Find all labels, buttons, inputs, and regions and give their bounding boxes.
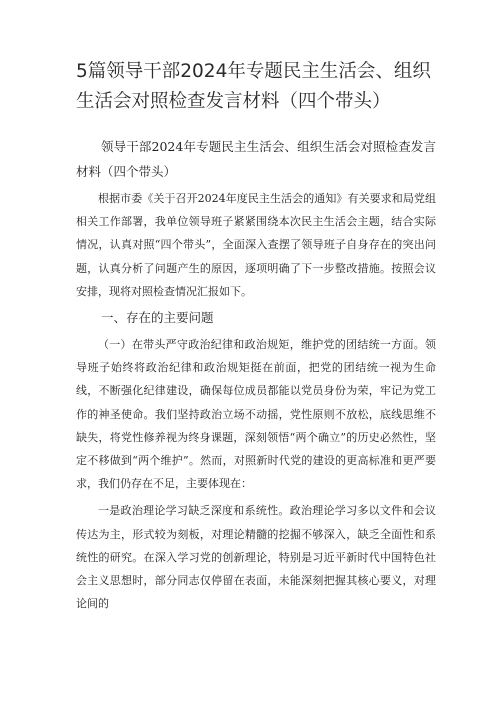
body-paragraph: 一是政治理论学习缺乏深度和系统性。政治理论学习多以文件和会议传达为主，形式较为刻板，对理论精髓的挖掘不够深入，缺乏全面性和系统性的研究。在深入学习党的创新理论，特别是习近平新时代中国特色社会主义思想时，部分同志仅停留在表面，未能深刻把握其核心要义，对理论间的 — [76, 504, 436, 611]
body-paragraph: （一）在带头严守政治纪律和政治规矩，维护党的团结统一方面。领导班子始终将政治纪律和政治规矩挺在前面，把党的团结统一视为生命线，不断强化纪律建设，确保每位成员都能以党员身份为荣，牢记为党工作的神圣使命。我们坚持政治立场不动摇，党性原则不放松，底线思维不缺失，将党性修养视为终身课题，深刻领悟“两个确立”的历史必然性，坚定不移做到“两个维护”。然而，对照新时代党的建设的更高标准和更严要求，我们仍存在不足，主要体现在： — [76, 338, 436, 491]
document-body — [76, 134, 436, 615]
section-heading: 一、存在的主要问题 — [101, 310, 214, 326]
document-subtitle: 领导干部2024年专题民主生活会、组织生活会对照检查发言材料（四个带头） — [76, 139, 436, 179]
intro-paragraph: 根据市委《关于召开2024年度民主生活会的通知》有关要求和局党组相关工作部署，我单位领导班子紧紧围绕本次民主生活会主题，结合实际情况，认真对照“四个带头”，全面深入查摆了领导班子自身存在的突出问题，认真分析了问题产生的原因，逐项明确了下一步整改措施。按照会议安排，现将对照检查情况汇报如下。 — [76, 192, 436, 298]
document-title: 5篇领导干部2024年专题民主生活会、组织生活会对照检查发言材料（四个带头） — [76, 61, 431, 112]
